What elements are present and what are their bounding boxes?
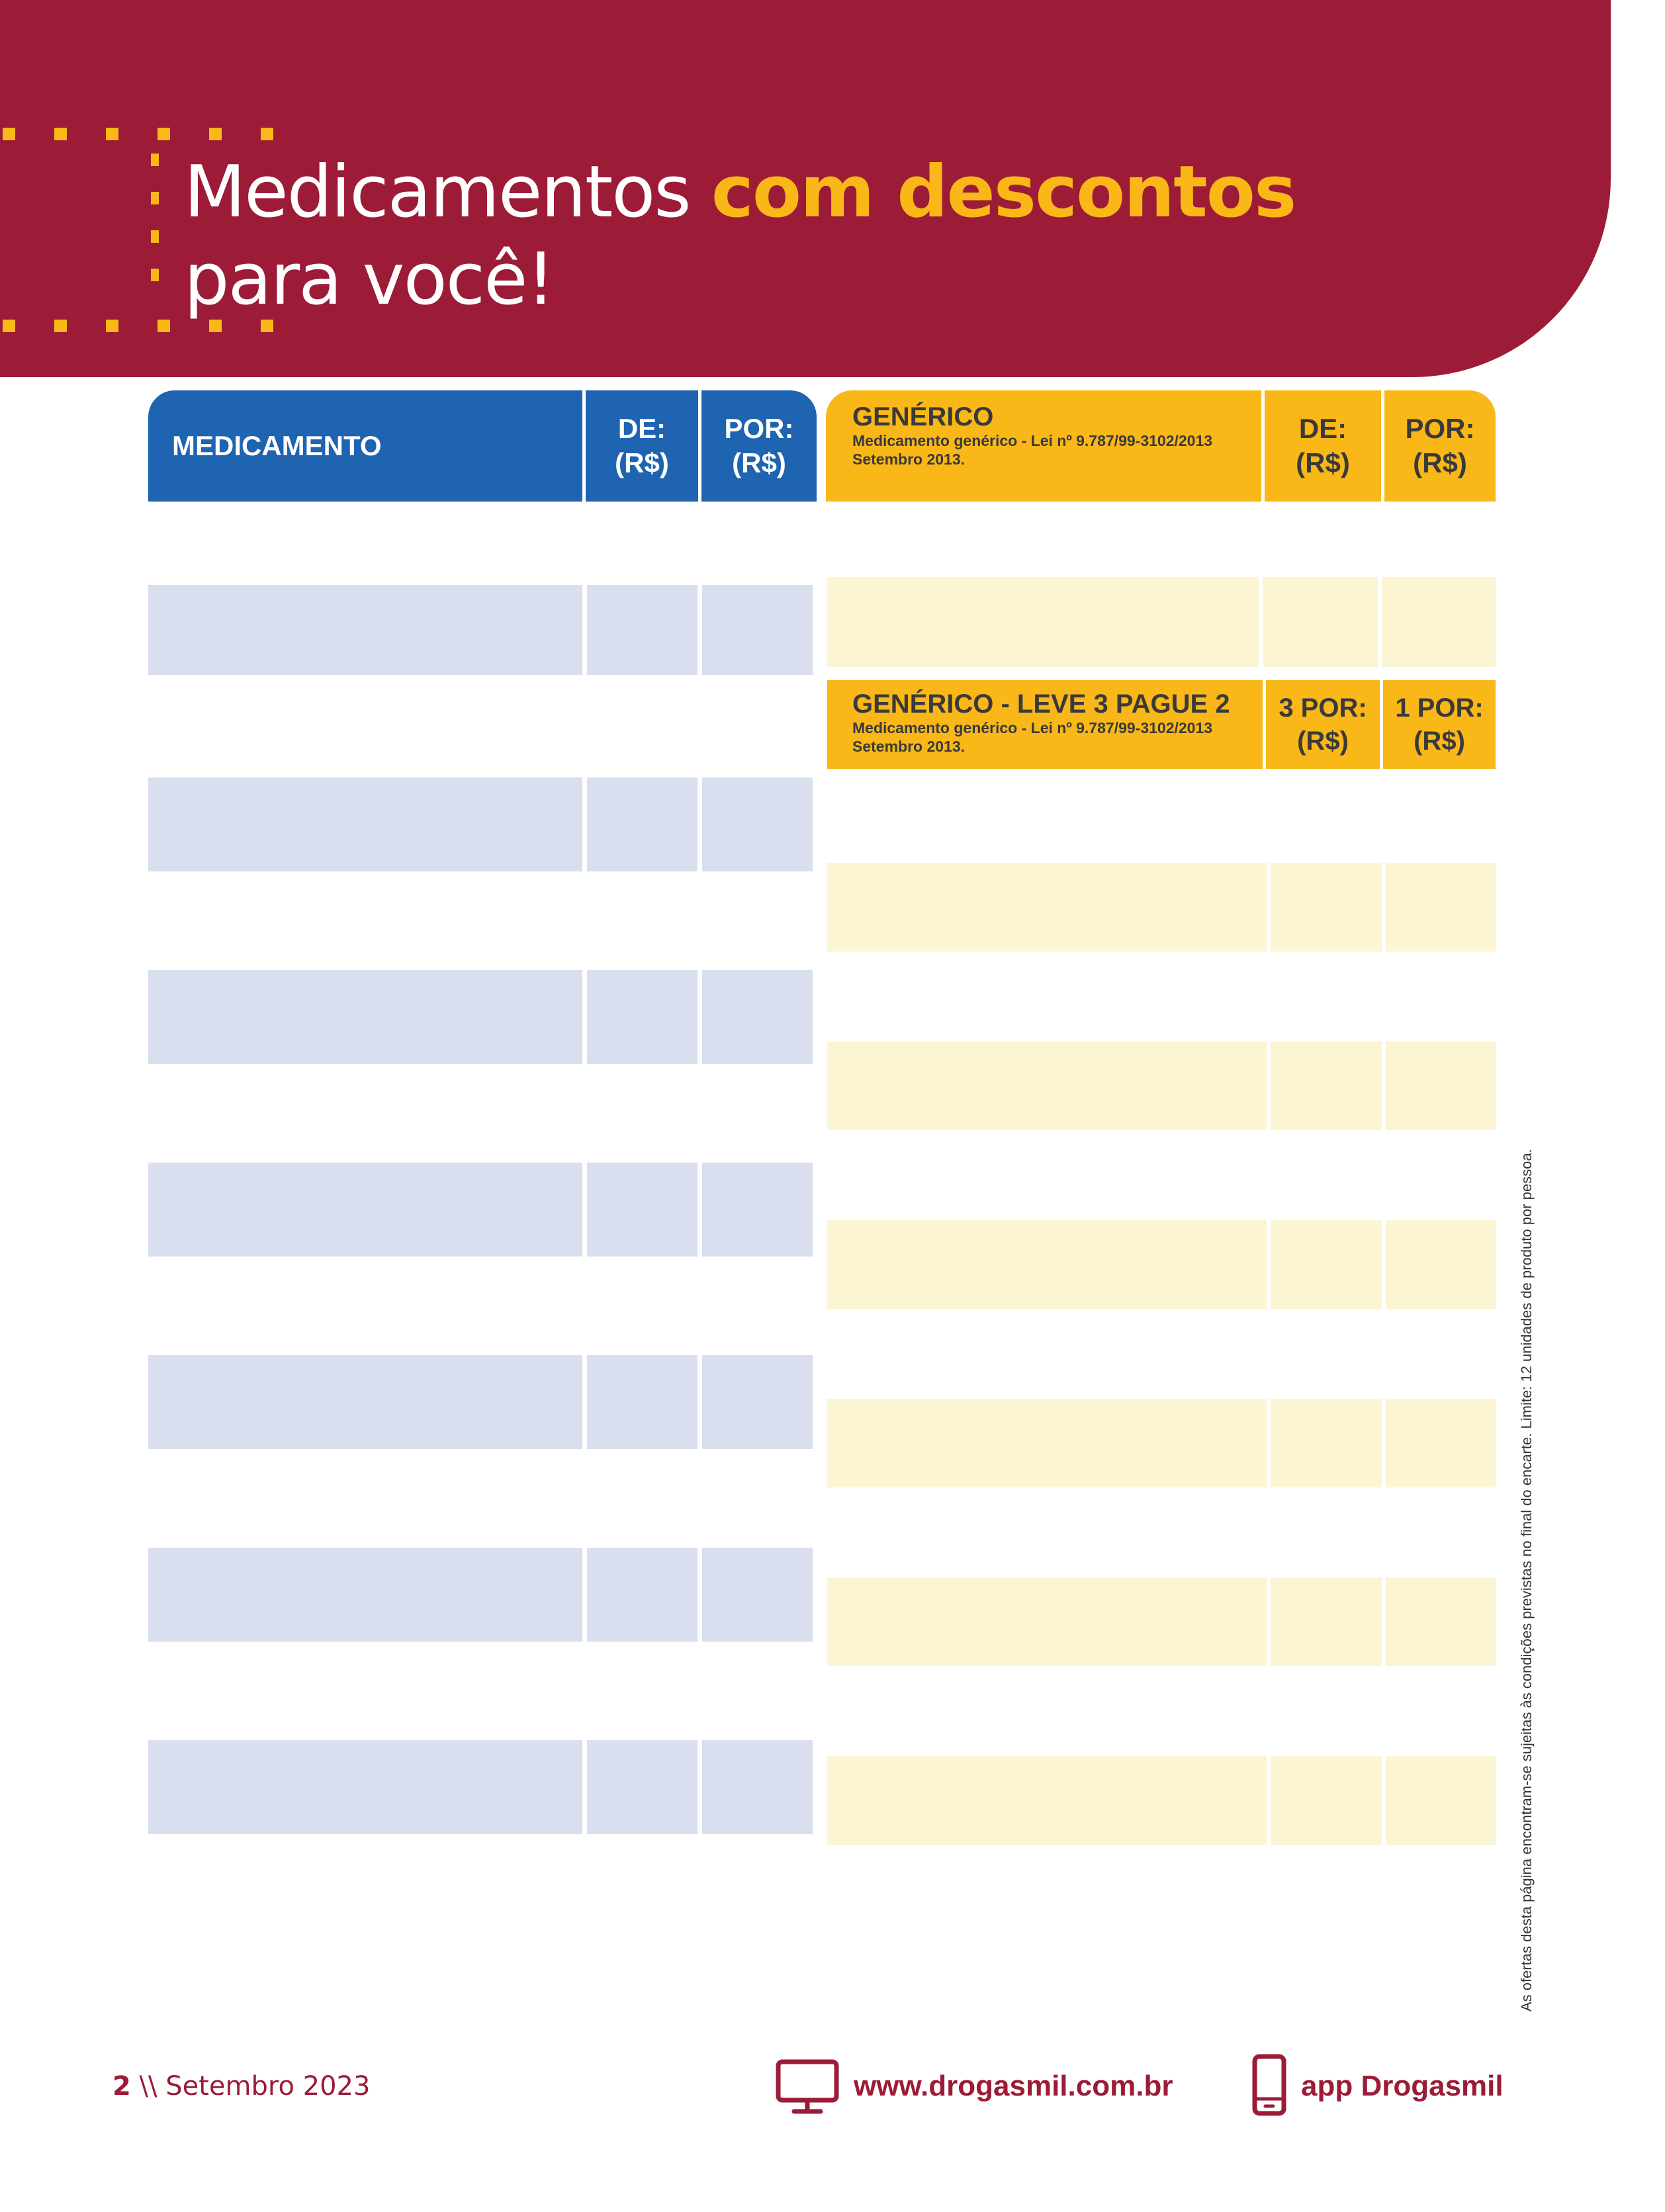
generico-note-2: Setembro 2013. <box>852 451 966 468</box>
table-row-de <box>587 1740 698 1834</box>
table-row-de <box>587 585 698 675</box>
table-row-de <box>587 1548 698 1642</box>
table-row-de <box>587 777 698 871</box>
title-highlight: com descontos <box>711 151 1296 234</box>
generico-col-de: DE: (R$) <box>1296 412 1350 478</box>
page-title-line2: para você! <box>184 238 554 321</box>
table-row <box>827 1399 1267 1487</box>
table-row-3por <box>1271 1399 1382 1487</box>
table-row <box>148 1548 582 1642</box>
table-row-1por <box>1386 1220 1496 1309</box>
monitor-icon <box>776 2059 839 2115</box>
table-row <box>827 1220 1267 1309</box>
table-row <box>148 777 582 871</box>
table-row <box>827 1041 1267 1130</box>
disclaimer-text: As ofertas desta página encontram-se sujeitas às condições previstas no final do encarte. Limite: 12 unidades de produto por pessoa. <box>1518 1149 1535 2012</box>
table-row <box>827 1577 1267 1666</box>
table-row-1por <box>1386 1756 1496 1845</box>
table-row <box>148 970 582 1064</box>
footer-separator: \\ <box>130 2071 166 2101</box>
table-row <box>148 1163 582 1257</box>
leve3-col-1por: 1 POR: (R$) <box>1395 693 1484 756</box>
table-row-por <box>702 585 813 675</box>
footer-page-info <box>112 2071 370 2101</box>
table-row-por <box>702 1355 813 1449</box>
app-link[interactable]: app Drogasmil <box>1301 2070 1504 2102</box>
table-row-de <box>587 1163 698 1257</box>
table-row-1por <box>1386 1577 1496 1666</box>
table-row-por <box>1382 577 1496 667</box>
table-row-por <box>702 1740 813 1834</box>
table-row-por <box>702 777 813 871</box>
table-row <box>827 577 1259 667</box>
table-row <box>827 1756 1267 1845</box>
leve3-note-2: Setembro 2013. <box>852 738 966 755</box>
table-row-de <box>587 1355 698 1449</box>
table-row-1por <box>1386 1399 1496 1487</box>
table-row-3por <box>1271 1220 1382 1309</box>
table-row-3por <box>1271 1756 1382 1845</box>
leve3-col-name <box>852 689 1263 756</box>
table-row-1por <box>1386 863 1496 951</box>
table-row-1por <box>1386 1041 1496 1130</box>
medicamento-col-por: POR: (R$) <box>724 412 794 478</box>
generico-note-1: Medicamento genérico - Lei nº 9.787/99-3102/2013 <box>852 432 1213 449</box>
leve3-note-1: Medicamento genérico - Lei nº 9.787/99-3102/2013 <box>852 719 1213 736</box>
leve3-col-3por: 3 POR: (R$) <box>1279 693 1367 756</box>
generico-col-name <box>852 402 1263 468</box>
table-row-3por <box>1271 863 1382 951</box>
footer-date: Setembro 2023 <box>165 2071 371 2101</box>
medicamento-col-de: DE: (R$) <box>615 412 669 478</box>
table-row-por <box>702 1163 813 1257</box>
table-row-3por <box>1271 1577 1382 1666</box>
leve3-title: GENÉRICO - LEVE 3 PAGUE 2 <box>852 689 1230 719</box>
table-row <box>148 1740 582 1834</box>
page-title <box>184 151 1295 234</box>
medicamento-col-name: MEDICAMENTO <box>172 429 382 461</box>
table-row-de <box>1263 577 1378 667</box>
smartphone-icon <box>1252 2054 1286 2117</box>
table-row <box>827 863 1267 951</box>
table-row-de <box>587 970 698 1064</box>
table-row-por <box>702 1548 813 1642</box>
page-number: 2 <box>112 2071 131 2101</box>
table-row <box>148 585 582 675</box>
generico-col-por: POR: (R$) <box>1405 412 1475 478</box>
generico-title: GENÉRICO <box>852 402 994 431</box>
table-row <box>148 1355 582 1449</box>
title-part1: Medicamentos <box>184 151 711 234</box>
table-row-por <box>702 970 813 1064</box>
website-link[interactable]: www.drogasmil.com.br <box>854 2070 1173 2102</box>
table-row-3por <box>1271 1041 1382 1130</box>
